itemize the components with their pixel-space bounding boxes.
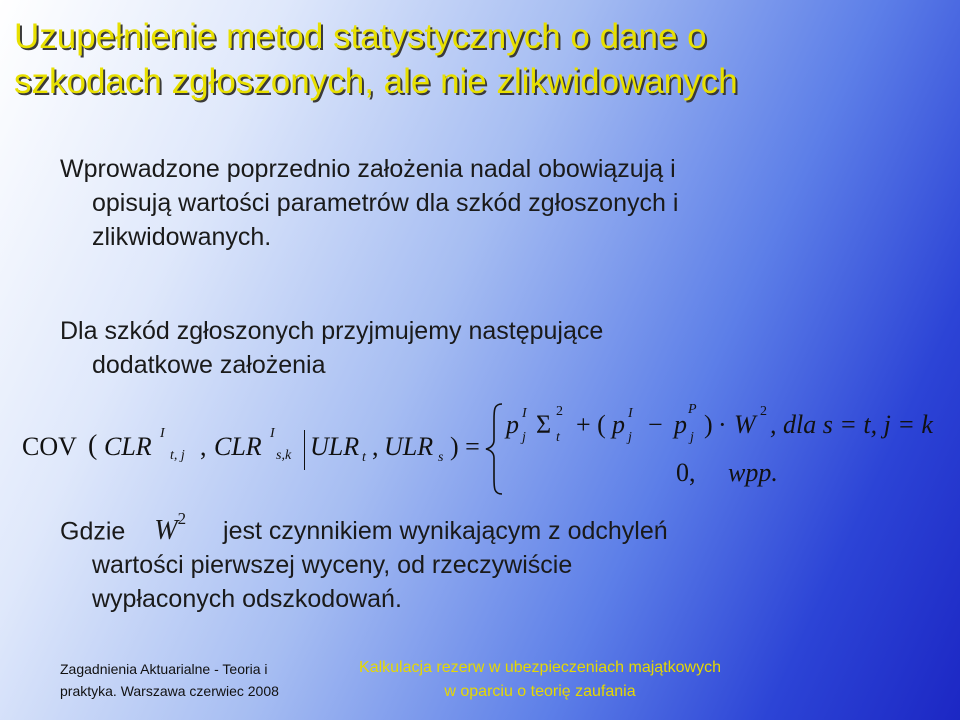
formula-clr2: CLR bbox=[214, 432, 262, 461]
case1-W: W bbox=[734, 410, 756, 439]
formula-lparen: ( bbox=[88, 430, 98, 461]
case1-sub-t: t bbox=[556, 430, 560, 445]
formula-sub-sk: s,k bbox=[276, 448, 292, 463]
paragraph-gdzie bbox=[60, 508, 668, 616]
footer-right-line-1: Kalkulacja rezerw w ubezpieczeniach majątkowych bbox=[359, 659, 721, 676]
case1-minus: − bbox=[648, 410, 663, 439]
case1-p2: p bbox=[612, 410, 625, 439]
paragraph3-line-2: wartości pierwszej wyceny, od rzeczywiście bbox=[92, 551, 573, 580]
case1-rparen: ) bbox=[704, 410, 713, 439]
case1-plus: + ( bbox=[576, 410, 606, 439]
footer-right bbox=[330, 656, 750, 704]
formula-comma2: , bbox=[372, 432, 379, 461]
title-line-2: szkodach zgłoszonych, ale nie zlikwidowanych bbox=[14, 62, 738, 101]
gdzie-W-sup: 2 bbox=[177, 509, 187, 528]
paragraph3-line-1 bbox=[60, 508, 668, 548]
formula-clr1: CLR bbox=[104, 432, 152, 461]
case1-dot: · bbox=[718, 410, 727, 439]
case2-zero: 0, bbox=[676, 458, 696, 487]
paragraph1-line-1: Wprowadzone poprzednio założenia nadal obowiązują i bbox=[60, 155, 676, 183]
case1-condition: , dla s = t, j = k bbox=[770, 410, 933, 439]
formula-sup-I1: I bbox=[160, 426, 165, 441]
case1-sub-j: j bbox=[522, 430, 526, 445]
formula-ulr2: ULR bbox=[384, 432, 434, 461]
slide-title bbox=[14, 14, 954, 104]
formula-ulr1: ULR bbox=[310, 432, 360, 461]
paragraph-additional bbox=[60, 314, 603, 382]
case1-sub3-j: j bbox=[690, 430, 694, 445]
formula-sub-t: t bbox=[362, 450, 366, 465]
case1-p: p bbox=[506, 410, 519, 439]
covariance-formula bbox=[0, 400, 960, 500]
footer-left bbox=[60, 658, 279, 702]
case1-p3: p bbox=[674, 410, 687, 439]
formula-conditional-bar bbox=[304, 430, 305, 470]
title-line-1: Uzupełnienie metod statystycznych o dane o bbox=[14, 17, 707, 56]
formula-rparen-eq: ) = bbox=[450, 432, 480, 461]
formula-cov: COV bbox=[22, 432, 77, 461]
case1-sup-2: 2 bbox=[556, 404, 563, 419]
formula-sub-tj: t, j bbox=[170, 448, 185, 463]
formula-sub-s: s bbox=[438, 450, 444, 465]
paragraph1-line-2: opisują wartości parametrów dla szkód zgłoszonych i bbox=[92, 189, 679, 217]
paragraph3-line-3: wypłaconych odszkodowań. bbox=[92, 585, 402, 614]
gdzie-rest: jest czynnikiem wynikającym z odchyleń bbox=[223, 517, 668, 546]
footer-right-line-2: w oparciu o teorię zaufania bbox=[444, 683, 636, 700]
footer-left-line-1: Zagadnienia Aktuarialne - Teoria i bbox=[60, 661, 268, 677]
case1-sigma: Σ bbox=[536, 410, 552, 439]
case1-sup-P: P bbox=[688, 402, 697, 417]
case1-sup-I: I bbox=[522, 406, 527, 421]
case2-wpp: wpp. bbox=[728, 458, 778, 487]
gdzie-label: Gdzie bbox=[60, 517, 126, 546]
paragraph2-line-2: dodatkowe założenia bbox=[92, 351, 326, 379]
case1-sup2-I: I bbox=[628, 406, 633, 421]
paragraph2-line-1: Dla szkód zgłoszonych przyjmujemy następujące bbox=[60, 317, 604, 345]
formula-comma1: , bbox=[200, 432, 207, 461]
gdzie-W: W bbox=[154, 515, 178, 547]
case1-W-sup: 2 bbox=[760, 404, 767, 419]
formula-brace bbox=[482, 400, 506, 498]
paragraph1-line-3: zlikwidowanych. bbox=[92, 223, 272, 251]
paragraph-assumptions bbox=[60, 152, 678, 254]
formula-sup-I2: I bbox=[270, 426, 275, 441]
footer-left-line-2: praktyka. Warszawa czerwiec 2008 bbox=[60, 683, 279, 699]
case1-sub2-j: j bbox=[628, 430, 632, 445]
